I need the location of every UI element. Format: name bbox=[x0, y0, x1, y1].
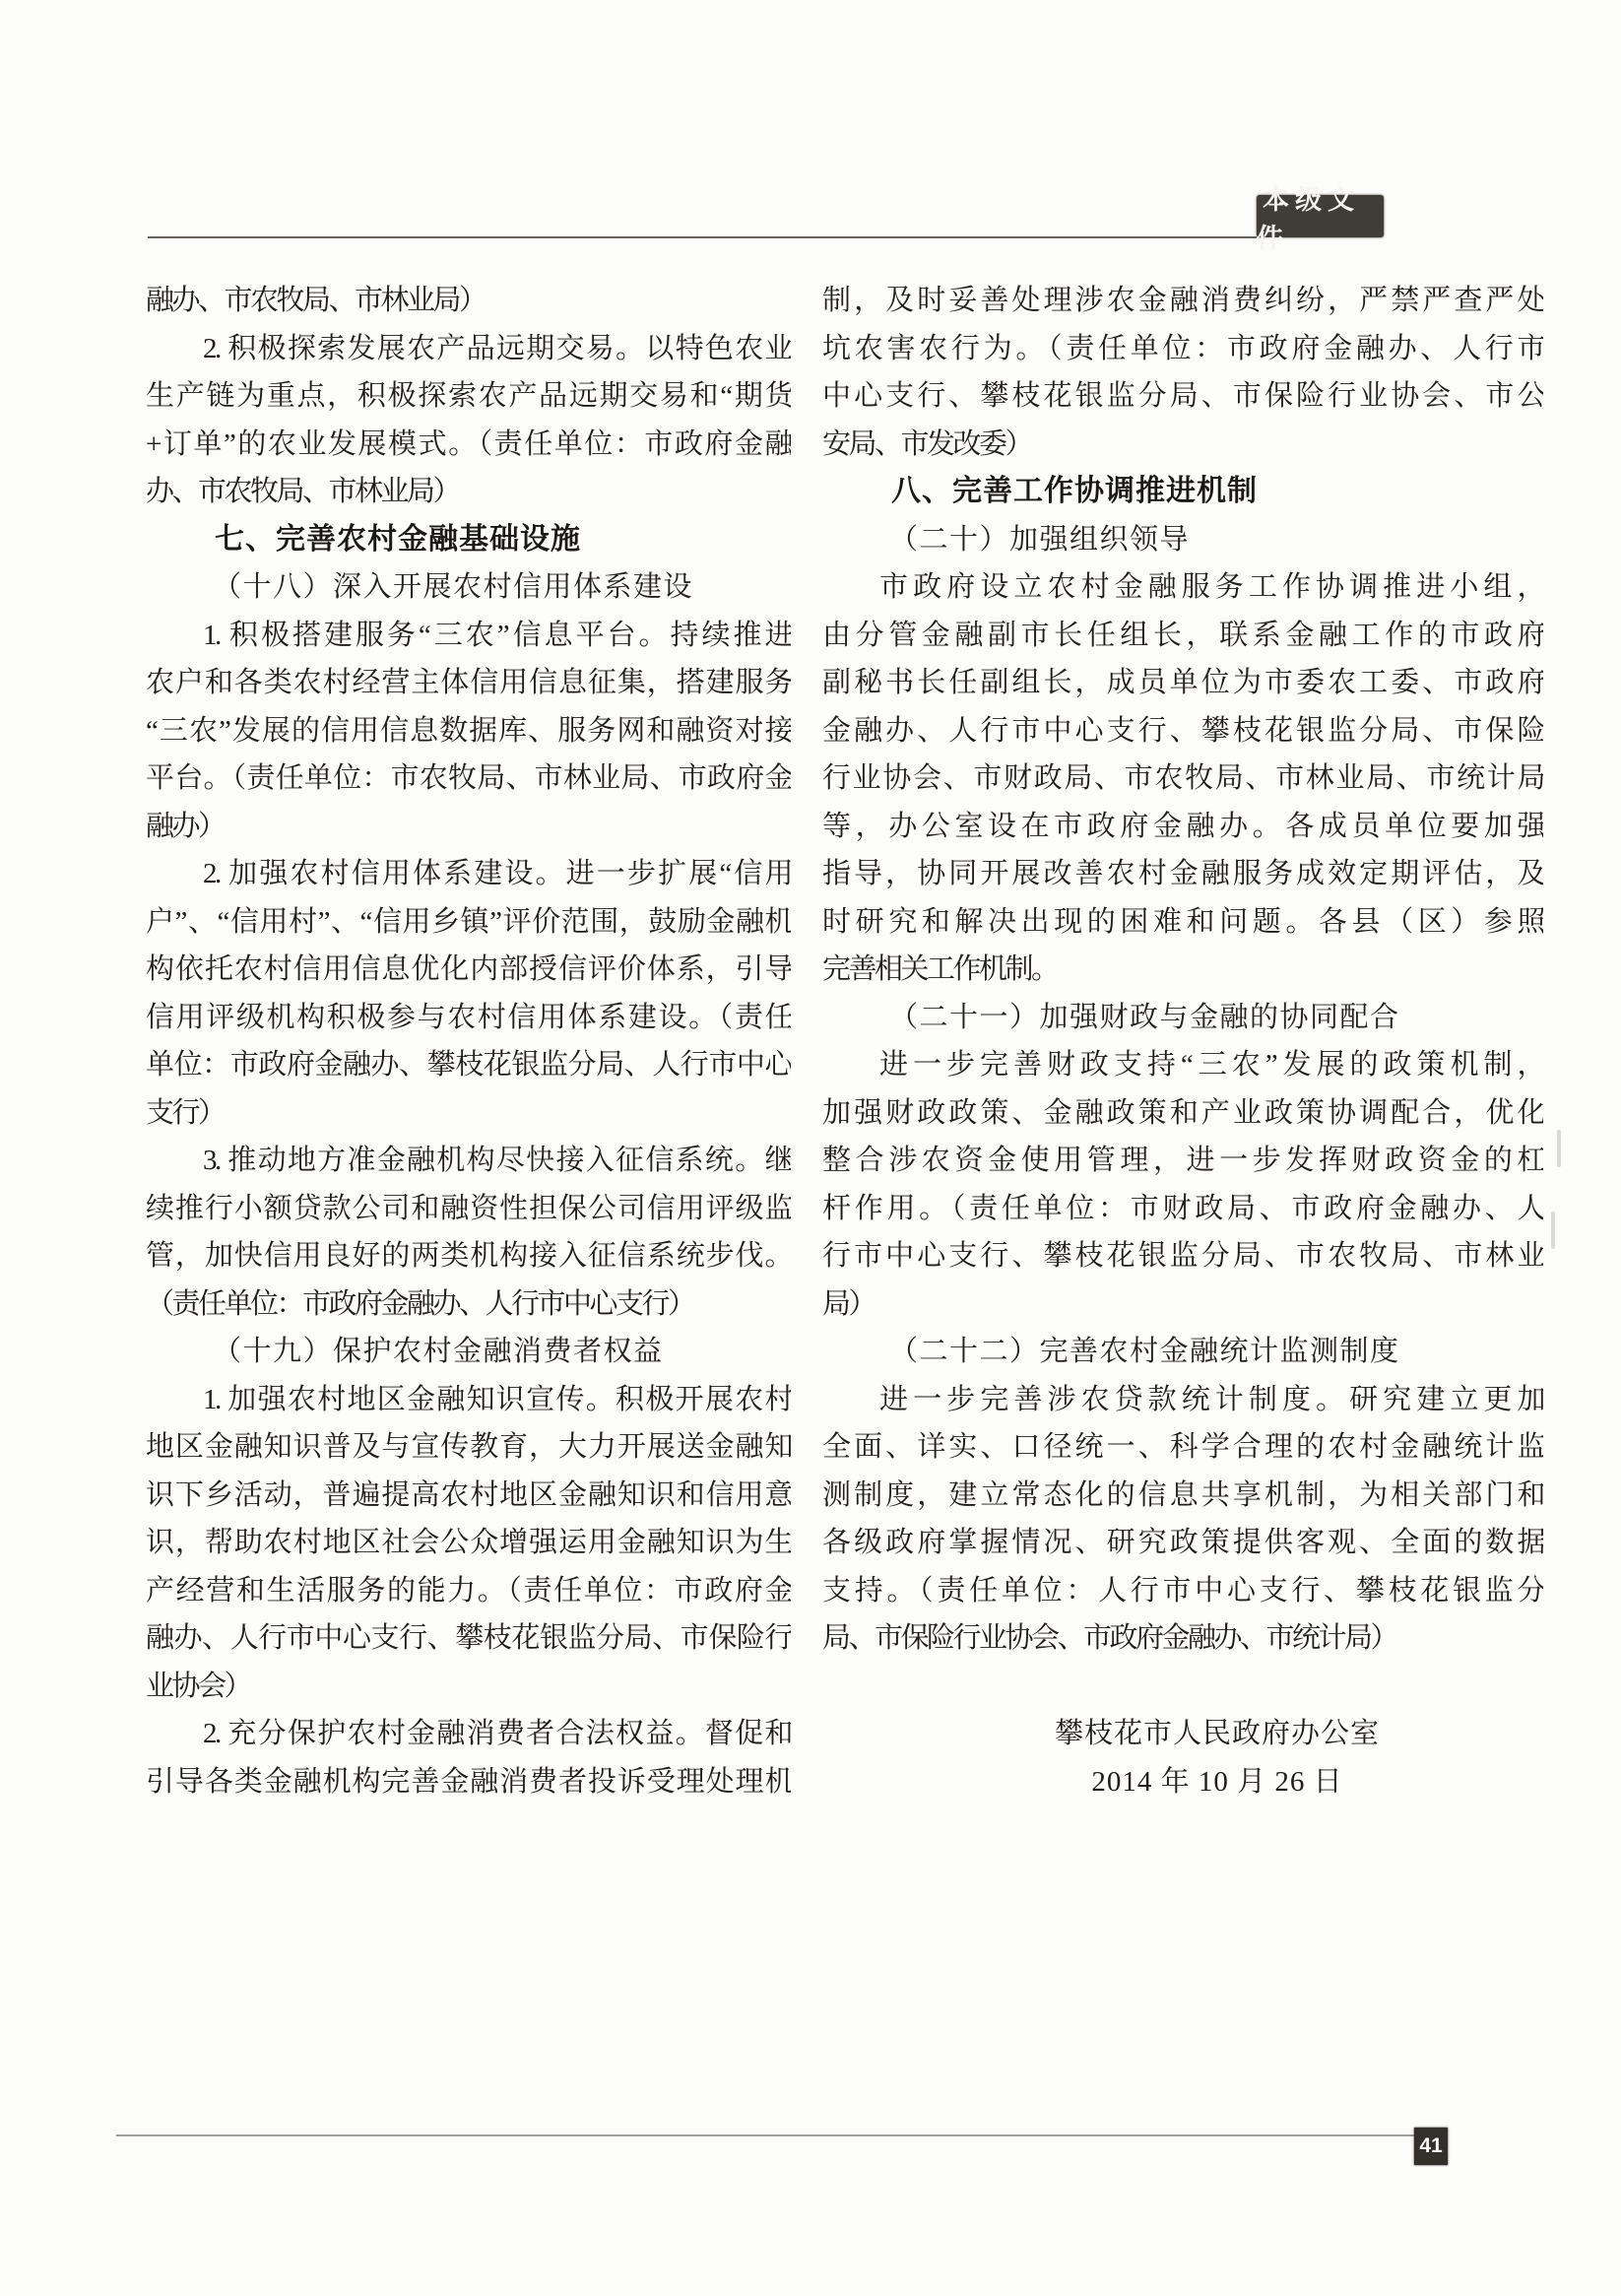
text-line: 地区金融知识普及与宣传教育，大力开展送金融知 bbox=[146, 1431, 791, 1463]
text-line: 2. 加强农村信用体系建设。进一步扩展“信用 bbox=[203, 858, 791, 889]
text-line: （责任单位：市政府金融办、人行市中心支行） bbox=[146, 1287, 694, 1320]
text-line: 进一步完善财政支持“三农”发展的政策机制， bbox=[879, 1049, 1543, 1081]
text-line: 信用评级机构积极参与农村信用体系建设。（责任 bbox=[146, 1001, 791, 1033]
blank-line bbox=[822, 1663, 1543, 1711]
text-line: 坑农害农行为。（责任单位：市政府金融办、人行市 bbox=[822, 332, 1543, 364]
text-line: 局） bbox=[822, 1287, 875, 1320]
text-line: 识下乡活动，普遍提高农村地区金融知识和信用意 bbox=[146, 1478, 791, 1511]
page-number-badge: 41 bbox=[1414, 2128, 1448, 2165]
text-line: +订单”的农业发展模式。（责任单位：市政府金融 bbox=[146, 427, 791, 460]
text-line: 2. 充分保护农村金融消费者合法权益。督促和 bbox=[203, 1718, 791, 1749]
scan-artifact bbox=[1557, 1130, 1561, 1167]
header-section-badge: 本级文件 bbox=[1257, 195, 1384, 237]
text-line: 测制度，建立常态化的信息共享机制，为相关部门和 bbox=[822, 1478, 1543, 1511]
subheading-line: （二十）加强组织领导 bbox=[889, 523, 1191, 556]
scan-artifact bbox=[1551, 1212, 1555, 1249]
text-line: 行业协会、市财政局、市农牧局、市林业局、市统计局 bbox=[822, 762, 1543, 794]
footer-rule bbox=[116, 2134, 1416, 2136]
text-line: 单位：市政府金融办、攀枝花银监分局、人行市中心 bbox=[146, 1049, 791, 1081]
text-line: 副秘书长任副组长，成员单位为市委农工委、市政府 bbox=[822, 667, 1543, 698]
text-line: 农户和各类农村经营主体信用信息征集，搭建服务 bbox=[146, 667, 791, 698]
text-column-right bbox=[822, 277, 1543, 1805]
text-line: 支持。（责任单位：人行市中心支行、攀枝花银监分 bbox=[822, 1574, 1543, 1607]
text-line: 等，办公室设在市政府金融办。各成员单位要加强 bbox=[822, 810, 1543, 842]
text-line: 加强财政政策、金融政策和产业政策协调配合，优化 bbox=[822, 1096, 1543, 1129]
signature-org-line: 攀枝花市人民政府办公室 bbox=[1054, 1718, 1380, 1749]
text-line: 行市中心支行、攀枝花银监分局、市农牧局、市林业 bbox=[822, 1240, 1543, 1272]
text-line: 业协会） bbox=[146, 1670, 251, 1702]
subheading-line: （二十二）完善农村金融统计监测制度 bbox=[889, 1336, 1400, 1367]
text-line: 安局、市发改委） bbox=[822, 427, 1032, 460]
text-line: 市政府设立农村金融服务工作协调推进小组， bbox=[879, 571, 1543, 603]
text-line: 全面、详实、口径统一、科学合理的农村金融统计监 bbox=[822, 1431, 1543, 1463]
text-line: 杆作用。（责任单位：市财政局、市政府金融办、人 bbox=[822, 1192, 1543, 1224]
text-line: 融办、市农牧局、市林业局） bbox=[146, 285, 486, 316]
subheading-line: （二十一）加强财政与金融的协同配合 bbox=[889, 1001, 1400, 1033]
text-line: 生产链为重点，积极探索农产品远期交易和“期货 bbox=[146, 380, 791, 412]
text-line: 续推行小额贷款公司和融资性担保公司信用评级监 bbox=[146, 1192, 791, 1224]
signature-date-line: 2014 年 10 月 26 日 bbox=[1091, 1765, 1343, 1798]
text-line: 构依托农村信用信息优化内部授信评价体系，引导 bbox=[146, 953, 791, 985]
text-line: 平台。（责任单位：市农牧局、市林业局、市政府金 bbox=[146, 762, 791, 794]
text-line: 进一步完善涉农贷款统计制度。研究建立更加 bbox=[879, 1383, 1543, 1415]
text-line: 1. 积极搭建服务“三农”信息平台。持续推进 bbox=[203, 619, 791, 651]
heading-line: 八、完善工作协调推进机制 bbox=[891, 475, 1258, 507]
text-line: 金融办、人行市中心支行、攀枝花银监分局、市保险 bbox=[822, 714, 1543, 747]
text-line: 中心支行、攀枝花银监分局、市保险行业协会、市公 bbox=[822, 380, 1543, 412]
text-line: 引导各类金融机构完善金融消费者投诉受理处理机 bbox=[146, 1765, 791, 1798]
text-line: 办、市农牧局、市林业局） bbox=[146, 476, 460, 507]
text-line: 1. 加强农村地区金融知识宣传。积极开展农村 bbox=[203, 1383, 791, 1415]
text-line: 支行） bbox=[146, 1096, 225, 1129]
text-line: 2. 积极探索发展农产品远期交易。以特色农业 bbox=[203, 332, 791, 364]
text-line: 由分管金融副市长任组长，联系金融工作的市政府 bbox=[822, 619, 1543, 651]
heading-line: 七、完善农村金融基础设施 bbox=[215, 522, 581, 556]
text-line: 识，帮助农村地区社会公众增强运用金融知识为生 bbox=[146, 1527, 791, 1558]
text-line: 制，及时妥善处理涉农金融消费纠纷，严禁严查严处 bbox=[822, 285, 1543, 316]
text-line: 融办、人行市中心支行、攀枝花银监分局、市保险行 bbox=[146, 1622, 791, 1654]
text-line: 产经营和生活服务的能力。（责任单位：市政府金 bbox=[146, 1574, 791, 1607]
text-line: 管，加快信用良好的两类机构接入征信系统步伐。 bbox=[146, 1240, 791, 1272]
text-line: 户”、“信用村”、“信用乡镇”评价范围，鼓励金融机 bbox=[146, 905, 791, 938]
subheading-line: （十九）保护农村金融消费者权益 bbox=[213, 1336, 664, 1367]
text-line: 3. 推动地方准金融机构尽快接入征信系统。继 bbox=[203, 1145, 791, 1176]
text-line: 融办） bbox=[146, 810, 225, 842]
text-line: 完善相关工作机制。 bbox=[822, 953, 1058, 985]
text-column-left bbox=[146, 277, 791, 1805]
text-line: 各级政府掌握情况、研究政策提供客观、全面的数据 bbox=[822, 1527, 1543, 1558]
subheading-line: （十八）深入开展农村信用体系建设 bbox=[213, 571, 694, 603]
text-line: 时研究和解决出现的困难和问题。各县（区）参照 bbox=[822, 905, 1543, 938]
text-line: 指导，协同开展改善农村金融服务成效定期评估，及 bbox=[822, 858, 1543, 889]
text-line: 局、市保险行业协会、市政府金融办、市统计局） bbox=[822, 1622, 1397, 1654]
header-rule bbox=[148, 236, 1257, 238]
text-line: “三农”发展的信用信息数据库、服务网和融资对接 bbox=[146, 714, 791, 747]
text-line: 整合涉农资金使用管理，进一步发挥财政资金的杠 bbox=[822, 1145, 1543, 1176]
